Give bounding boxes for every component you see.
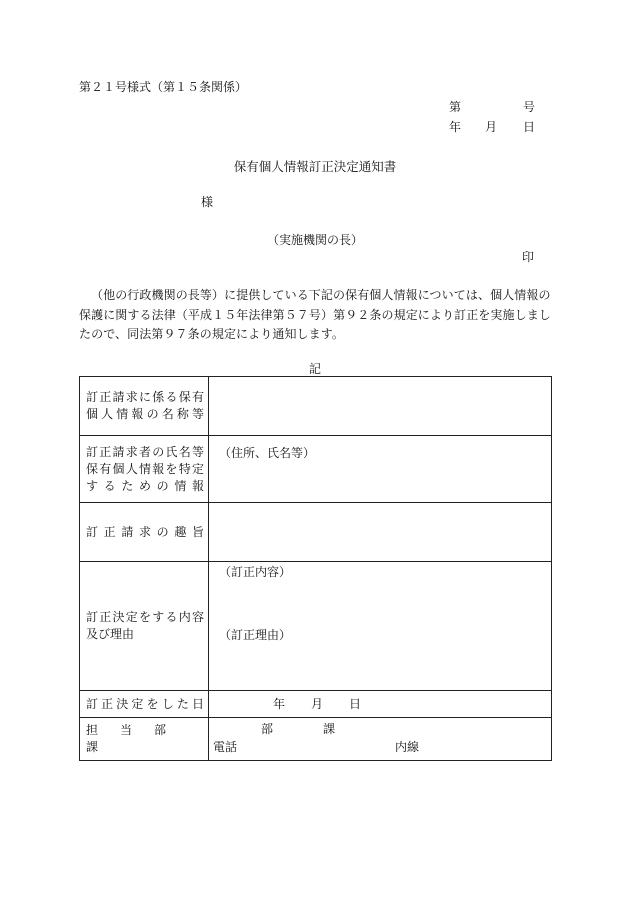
requester-hint: （住所、氏名等）: [219, 446, 316, 460]
row-value-decision-date[interactable]: [209, 691, 552, 718]
row-value-department[interactable]: [209, 718, 552, 761]
doc-number-suffix: 号: [523, 100, 536, 114]
body-paragraph: （他の行政機関の長等）に提供している下記の保有個人情報については、個人情報の保護に関する法律（平成１５年法律第５７号）第９２条の規定により訂正を実施しましたので、同法第９７条の規定により通知します。: [79, 288, 551, 341]
row-label-requester: 訂正請求者の氏名等保有個人情報を特定するための情報: [80, 436, 209, 503]
phone-label: 電話: [213, 740, 238, 754]
doc-number-prefix: 第: [449, 100, 462, 114]
row-value-request-info[interactable]: [209, 377, 552, 436]
ki-heading: 記: [308, 362, 321, 376]
correction-reason-hint: （訂正理由）: [219, 628, 292, 642]
table-row: [80, 436, 552, 503]
table-row: [80, 691, 552, 718]
row-value-purpose[interactable]: [209, 503, 552, 562]
table-row: [80, 562, 552, 691]
date-year: 年: [449, 120, 462, 134]
row-label-department: 担当部課: [80, 718, 209, 761]
decision-date-day: 日: [349, 697, 362, 711]
extension-label: 内線: [395, 740, 420, 754]
decision-table: [79, 376, 552, 761]
agency-head: （実施機関の長）: [266, 233, 363, 247]
table-row: [80, 718, 552, 761]
form-number: 第２１号様式（第１５条関係）: [79, 80, 248, 94]
date-day: 日: [523, 120, 536, 134]
table-row: [80, 503, 552, 562]
row-label-decision: 訂正決定をする内容及び理由: [80, 562, 209, 691]
document-title: 保有個人情報訂正決定通知書: [233, 159, 397, 174]
row-value-decision[interactable]: [209, 562, 552, 691]
row-value-requester[interactable]: [209, 436, 552, 503]
addressee-suffix: 様: [201, 195, 214, 209]
department-bu: 部: [261, 722, 274, 736]
date-month: 月: [485, 120, 498, 134]
seal-mark: 印: [522, 250, 535, 264]
decision-date-year: 年: [273, 697, 286, 711]
decision-date-month: 月: [311, 697, 324, 711]
row-label-decision-date: 訂正決定をした日: [80, 691, 209, 718]
row-label-purpose: 訂正請求の趣旨: [80, 503, 209, 562]
department-ka: 課: [323, 722, 336, 736]
table-row: [80, 377, 552, 436]
correction-content-hint: （訂正内容）: [219, 565, 292, 579]
row-label-request-info: 訂正請求に係る保有個人情報の名称等: [80, 377, 209, 436]
